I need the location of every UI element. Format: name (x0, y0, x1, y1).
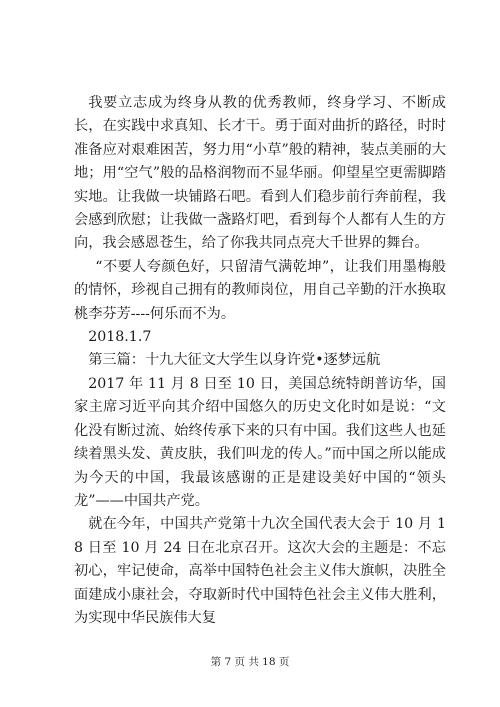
document-body (74, 92, 446, 630)
paragraph-nineteenth-congress: 就在今年，中国共产党第十九次全国代表大会于 10 月 18 日至 10 月 24 日在北京召开。这次大会的主题是：不忘初心，牢记使命，高举中国特色社会主义伟大旗帜，决胜全面建成小康社会，夺取新时代中国特色社会主义伟大胜利，为实现中华民族伟大复 (74, 516, 446, 626)
paragraph-plum-quote: “不要人夸颜色好，只留清气满乾坤”，让我们用墨梅般的情怀，珍视自己拥有的教师岗位，用自己辛勤的汗水换取桃李芬芳----何乐而不为。 (74, 258, 446, 322)
paragraph-date: 2018.1.7 (88, 329, 152, 346)
section-heading: 第三篇：十九大征文大学生以身许党•逐梦远航 (88, 352, 381, 369)
page-footer: 第 7 页 共 18 页 (210, 656, 290, 668)
paragraph-teacher-aspiration: 我要立志成为终身从教的优秀教师，终身学习、不断成长，在实践中求真知、长才干。勇于面对曲折的路径，时时准备应对艰难困苦，努力用“小草”般的精神，装点美丽的大地；用“空气”般的品格润物而不显华丽。仰望星空更需脚踏实地。让我做一块铺路石吧。看到人们稳步前行奔前程，我会感到欣慰；让我做一盏路灯吧，看到每个人都有人生的方向，我会感恩苍生，给了你我共同点亮大千世界的舞台。 (74, 95, 446, 252)
paragraph-trump-visit: 2017 年 11 月 8 日至 10 日，美国总统特朗普访华，国家主席习近平向其介绍中国悠久的历史文化时如是说：“文化没有断过流、始终传承下来的只有中国。我们这些人也延续着黑头发、黄皮肤，我们叫龙的传人。”而中国之所以能成为今天的中国，我最该感谢的正是建设美好中国的“领头龙”——中国共产党。 (74, 375, 446, 509)
